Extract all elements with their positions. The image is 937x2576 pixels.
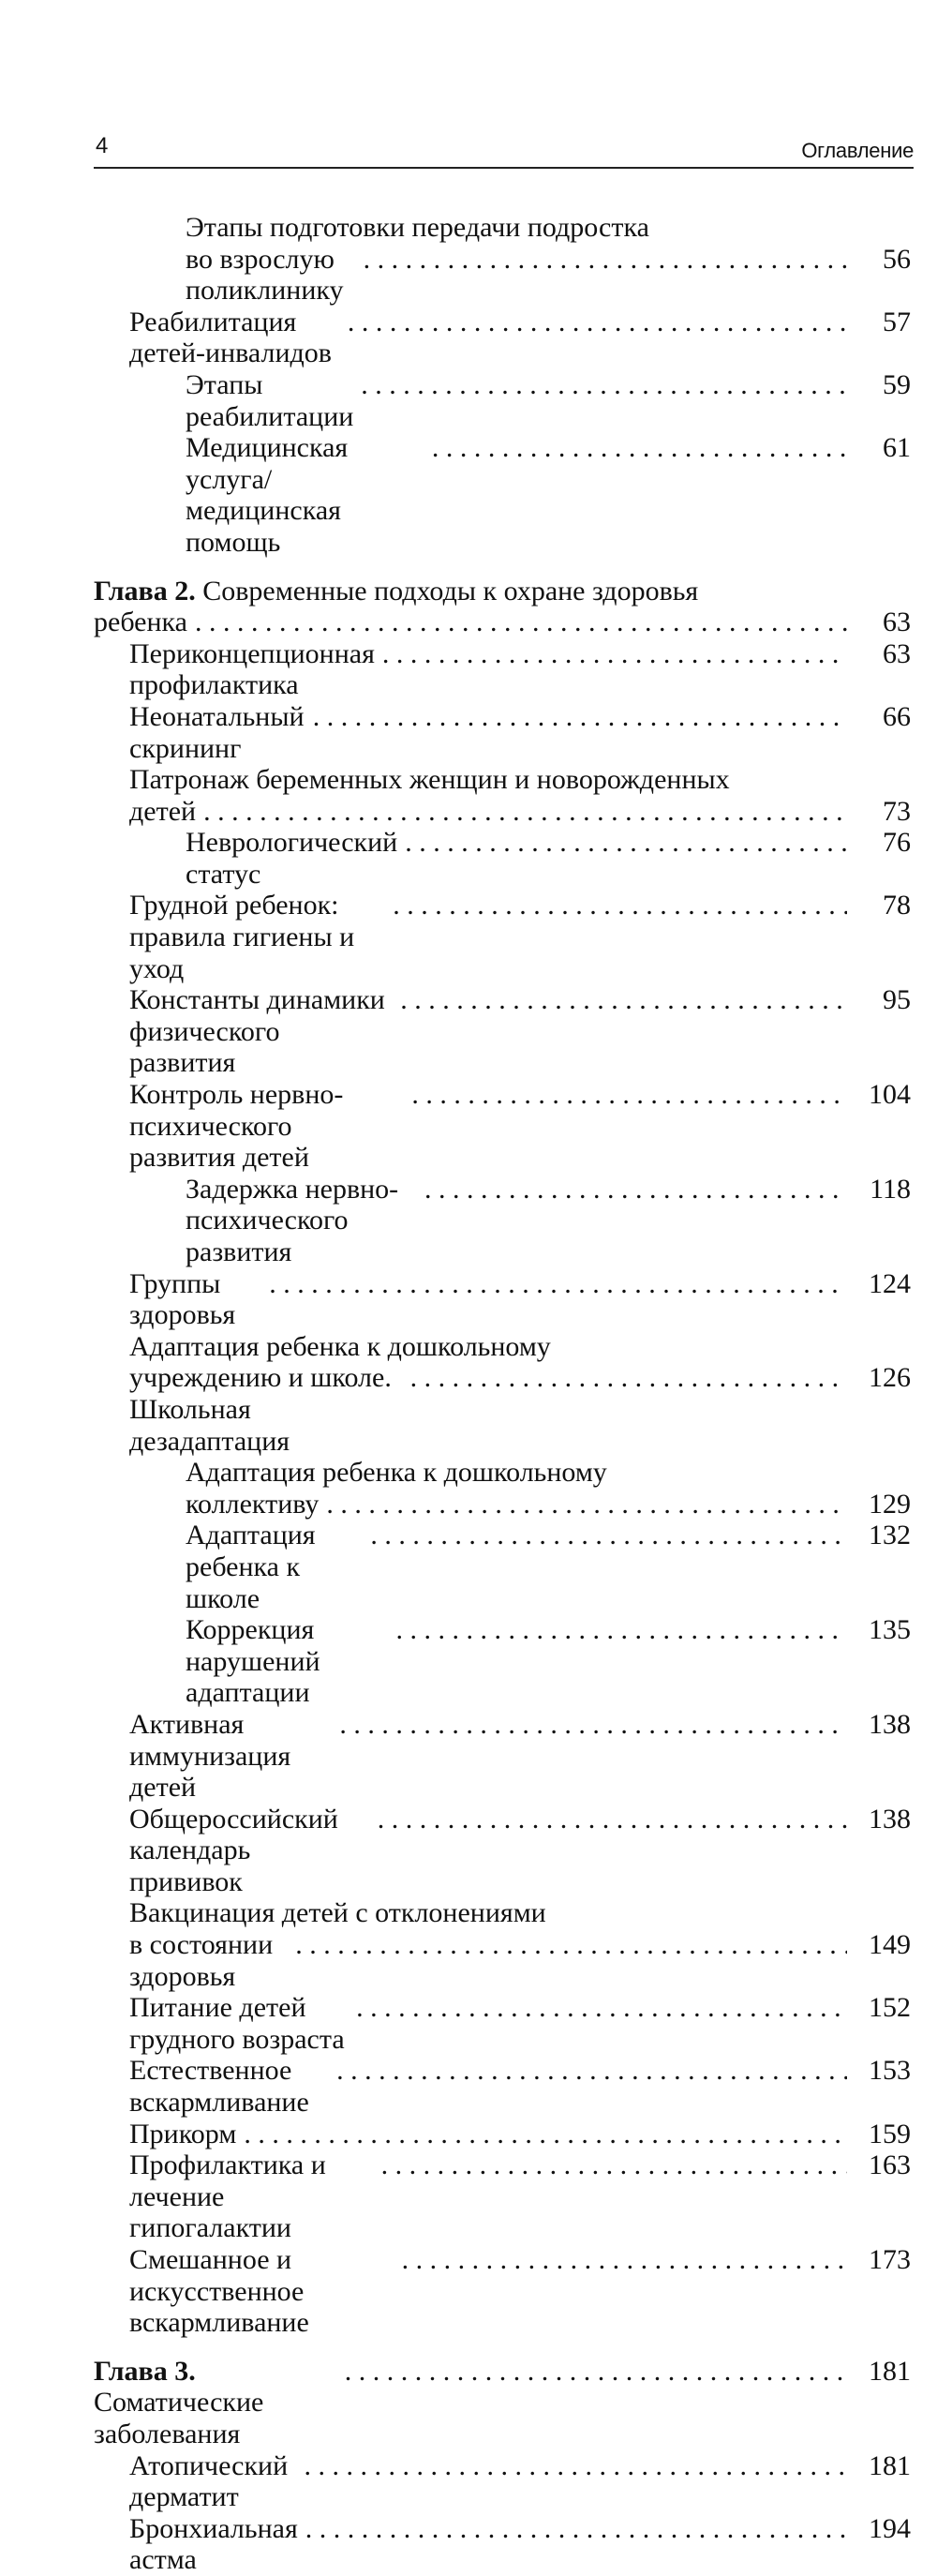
dot-leader — [364, 244, 847, 276]
toc-entry — [94, 2055, 911, 2118]
toc-entry — [94, 2149, 911, 2244]
toc-entry-title: Периконцепционная профилактика — [129, 637, 375, 701]
toc-entry — [94, 827, 911, 890]
toc-entry — [94, 432, 911, 558]
toc-entry-title: Прикорм — [129, 2118, 237, 2149]
toc-entry-title: Адаптация ребенка к школе — [186, 1520, 316, 1614]
toc-entry-page: 63 — [883, 637, 911, 669]
toc-entry — [94, 1174, 911, 1268]
dot-leader — [305, 2513, 847, 2545]
table-of-contents — [94, 212, 911, 2576]
running-title: Оглавление — [801, 139, 914, 162]
dot-leader — [195, 607, 847, 638]
chapter-title: Соматические заболевания — [94, 2387, 264, 2449]
toc-entry-title: Реабилитация детей-инвалидов — [129, 306, 332, 369]
dot-leader — [432, 432, 847, 464]
toc-entry-title: Профилактика и лечение гипогалактии — [129, 2149, 326, 2244]
dot-leader — [313, 701, 847, 733]
dot-leader — [411, 1079, 847, 1111]
toc-entry-title-line: Адаптация ребенка к дошкольному — [129, 1330, 551, 1362]
dot-leader — [400, 984, 847, 1016]
toc-entry-page: 63 — [883, 607, 911, 638]
toc-entry-title: Константы динамики физического развития — [129, 984, 385, 1079]
toc-entry-page: 61 — [883, 432, 911, 464]
toc-entry-page: 124 — [869, 1267, 911, 1299]
toc-entry-title-line: Вакцинация детей с отклонениями — [129, 1897, 546, 1929]
toc-entry — [94, 307, 911, 369]
toc-entry-page: 173 — [869, 2244, 911, 2275]
toc-entry — [94, 890, 911, 984]
toc-entry-title: Питание детей грудного возраста — [129, 1992, 345, 2055]
toc-entry — [94, 1804, 911, 1898]
toc-entry-title: в состоянии здоровья — [129, 1929, 274, 1992]
toc-entry — [94, 369, 911, 432]
toc-entry — [94, 2119, 911, 2150]
toc-chapter-title-line — [94, 576, 911, 607]
toc-entry-page: 129 — [869, 1488, 911, 1520]
dot-leader — [339, 1709, 847, 1741]
toc-entry-title: Общероссийский календарь прививок — [129, 1803, 338, 1897]
toc-entry-title-line: Патронаж беременных женщин и новорожденных — [129, 764, 730, 796]
toc-entry-title: Смешанное и искусственное вскармливание — [129, 2244, 309, 2339]
toc-entry — [94, 1614, 911, 1709]
toc-entry — [94, 1897, 911, 1992]
dot-leader — [424, 1174, 847, 1206]
toc-entry — [94, 2513, 911, 2576]
dot-leader — [382, 638, 847, 670]
toc-entry — [94, 1992, 911, 2055]
toc-entry-page: 149 — [869, 1929, 911, 1961]
toc-entry-page: 66 — [883, 700, 911, 732]
chapter-label: Глава 3. — [94, 2355, 196, 2387]
toc-entry — [94, 764, 911, 827]
toc-entry — [94, 1520, 911, 1614]
toc-entry-page: 194 — [869, 2512, 911, 2544]
toc-chapter-2 — [94, 576, 911, 638]
page-number: 4 — [96, 133, 109, 158]
toc-entry-page: 59 — [883, 368, 911, 400]
toc-entry-page: 138 — [869, 1803, 911, 1835]
toc-entry-title: коллективу — [186, 1488, 320, 1520]
dot-leader — [336, 2055, 847, 2087]
toc-entry — [94, 1709, 911, 1804]
toc-entry-page: 57 — [883, 306, 911, 337]
toc-entry-title: Бронхиальная астма — [129, 2512, 298, 2576]
dot-leader — [345, 2356, 847, 2388]
toc-entry — [94, 1079, 911, 1174]
toc-entry-page: 159 — [869, 2118, 911, 2149]
dot-leader — [381, 2149, 847, 2181]
toc-entry — [94, 212, 911, 307]
dot-leader — [269, 1268, 847, 1300]
dot-leader — [393, 890, 847, 921]
toc-entry-page: 152 — [869, 1992, 911, 2024]
toc-entry-page: 132 — [869, 1520, 911, 1551]
dot-leader — [405, 827, 847, 859]
chapter-title: Современные подходы к охране здоровья — [195, 575, 699, 607]
toc-entry-page: 73 — [883, 795, 911, 827]
toc-entry-title: Активная иммунизация детей — [129, 1708, 291, 1804]
toc-entry-title: учреждению и школе. Школьная дезадаптация — [129, 1362, 392, 1457]
dot-leader — [304, 2450, 847, 2482]
toc-entry-title-line: Адаптация ребенка к дошкольному — [186, 1457, 607, 1489]
toc-entry — [94, 701, 911, 764]
toc-entry — [94, 984, 911, 1079]
dot-leader — [370, 1520, 847, 1551]
toc-entry-title: Контроль нервно-психического развития детей — [129, 1079, 344, 1174]
chapter-label: Глава 2. — [94, 575, 196, 607]
toc-chapter-3 — [94, 2356, 911, 2450]
toc-entry — [94, 2450, 911, 2513]
dot-leader — [203, 796, 847, 828]
toc-entry-title: Коррекция нарушений адаптации — [186, 1614, 320, 1709]
toc-entry-title: Этапы реабилитации — [186, 368, 354, 432]
dot-leader — [295, 1929, 847, 1961]
toc-entry — [94, 1457, 911, 1520]
toc-entry-title: Грудной ребенок: правила гигиены и уход — [129, 890, 355, 984]
dot-leader — [244, 2119, 847, 2150]
toc-entry-title: во взрослую поликлинику — [186, 243, 344, 307]
toc-entry-page: 56 — [883, 243, 911, 275]
toc-entry-title: Медицинская услуга/медицинская помощь — [186, 432, 349, 558]
toc-entry-title: Неонатальный скрининг — [129, 700, 305, 764]
page-header — [94, 131, 914, 169]
dot-leader — [378, 1804, 847, 1835]
dot-leader — [361, 369, 847, 401]
toc-entry — [94, 638, 911, 701]
toc-entry-page: 153 — [869, 2055, 911, 2087]
toc-entry-page: 163 — [869, 2149, 911, 2181]
toc-entry-title-line: Этапы подготовки передачи подростка — [186, 212, 649, 243]
dot-leader — [410, 1362, 847, 1394]
chapter-title-cont: ребенка — [94, 607, 187, 638]
dot-leader — [348, 307, 847, 338]
toc-entry-page: 181 — [869, 2355, 911, 2387]
toc-entry-title: детей — [129, 795, 197, 827]
toc-entry-page: 135 — [869, 1614, 911, 1646]
toc-entry — [94, 1268, 911, 1331]
toc-entry-title: Естественное вскармливание — [129, 2055, 309, 2119]
dot-leader — [402, 2244, 847, 2276]
dot-leader — [326, 1489, 847, 1520]
toc-entry-page: 126 — [869, 1362, 911, 1394]
toc-entry-page: 78 — [883, 890, 911, 921]
toc-entry-page: 76 — [883, 827, 911, 859]
toc-entry-page: 95 — [883, 984, 911, 1016]
toc-entry-page: 104 — [869, 1079, 911, 1111]
toc-entry-page: 138 — [869, 1708, 911, 1740]
toc-entry-page: 118 — [870, 1173, 911, 1205]
toc-entry-title: Атопический дерматит — [129, 2449, 289, 2513]
dot-leader — [396, 1614, 847, 1646]
toc-entry — [94, 1331, 911, 1457]
toc-entry — [94, 2244, 911, 2339]
dot-leader — [356, 1992, 847, 2024]
toc-entry-title: Группы здоровья — [129, 1267, 236, 1331]
toc-entry-page: 181 — [869, 2449, 911, 2481]
toc-entry-title: Неврологический статус — [186, 827, 398, 890]
toc-entry-title: Задержка нервно-психического развития — [186, 1173, 399, 1267]
